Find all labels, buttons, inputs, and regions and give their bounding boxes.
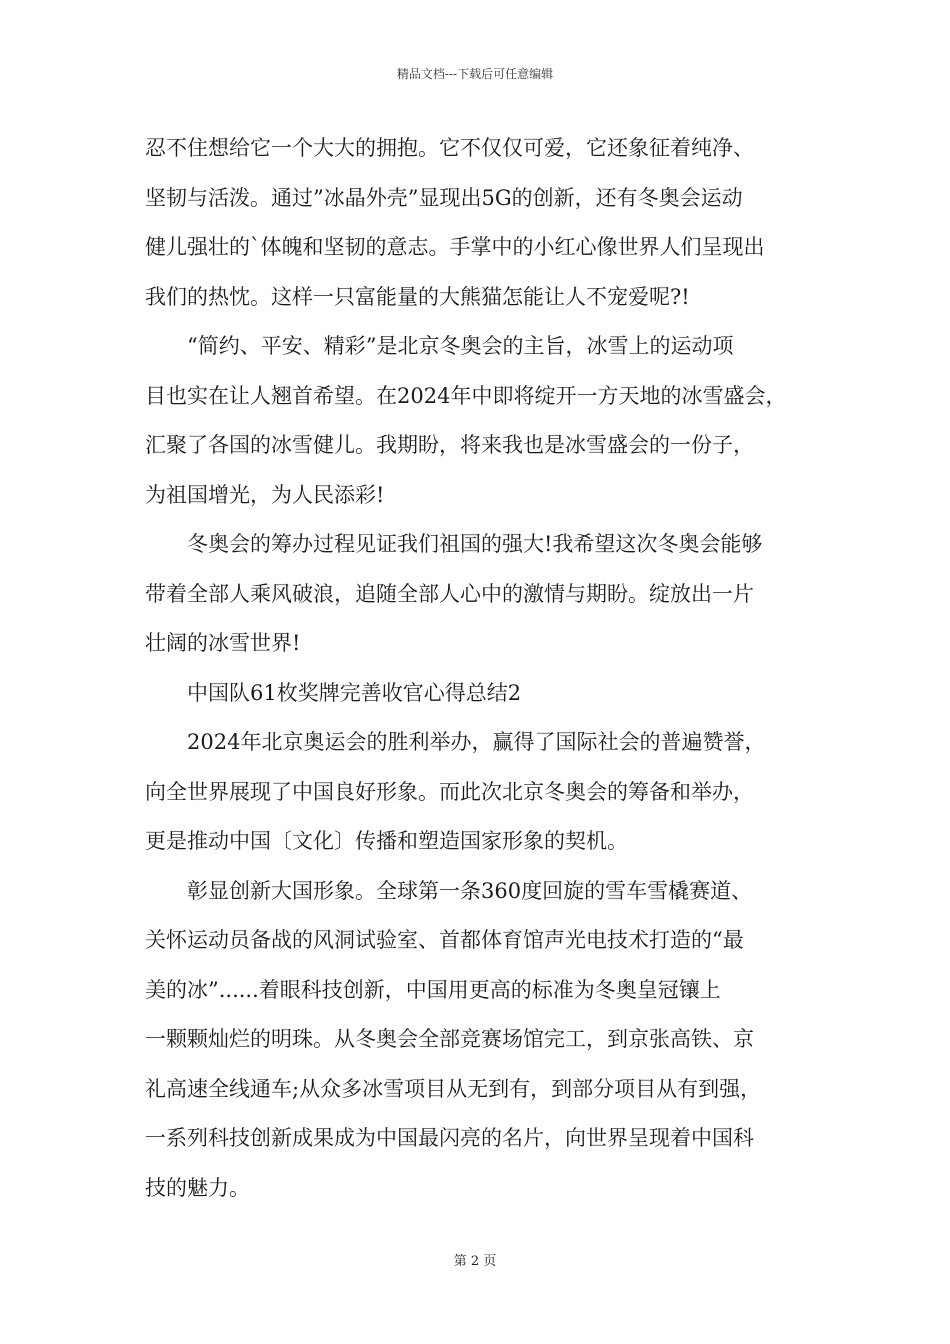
text-line: 忍不住想给它一个大大的拥抱。它不仅仅可爱，它还象征着纯净、 (145, 136, 754, 160)
text-line: 彰显创新大国形象。全球第一条360度回旋的雪车雪橇赛道、 (187, 878, 753, 903)
text-line: 一颗颗灿烂的明珠。从冬奥会全部竞赛场馆完工，到京张高铁、京 (145, 1027, 754, 1051)
page-number: 第 2 页 (453, 1254, 497, 1269)
section-heading: 中国队61枚奖牌完善收官心得总结2 (187, 680, 522, 705)
text-line: 目也实在让人翘首希望。在2024年中即将绽开一方天地的冰雪盛会， (145, 383, 787, 408)
text-line: 带着全部人乘风破浪，追随全部人心中的激情与期盼。绽放出一片 (145, 581, 754, 606)
text-line: 壮阔的冰雪世界! (145, 631, 301, 655)
text-line: 坚韧与活泼。通过”冰晶外壳”显现出5G的创新，还有冬奥会运动 (145, 185, 743, 210)
page-header: 精品文档---下载后可任意编辑 (396, 67, 554, 81)
text-line: 汇聚了各国的冰雪健儿。我期盼，将来我也是冰雪盛会的一份子， (145, 433, 754, 457)
text-line: 美的冰”......着眼科技创新，中国用更高的标准为冬奥皇冠镶上 (145, 977, 721, 1002)
text-line: 健儿强壮的`体魄和坚韧的意志。手掌中的小红心像世界人们呈现出 (145, 235, 765, 259)
text-line: “简约、平安、精彩”是北京冬奥会的主旨，冰雪上的运动项 (187, 334, 734, 358)
text-line: 更是推动中国〔文化〕传播和塑造国家形象的契机。 (145, 829, 628, 853)
text-line: 冬奥会的筹办过程见证我们祖国的强大!我希望这次冬奥会能够 (187, 532, 763, 556)
text-line: 技的魅力。 (145, 1175, 250, 1200)
text-line: 为祖国增光，为人民添彩! (145, 482, 385, 507)
document-body (145, 124, 813, 1213)
text-line: 我们的热忱。这样一只富能量的大熊猫怎能让人不宠爱呢?! (145, 284, 690, 309)
text-line: 关怀运动员备战的风洞试验室、首都体育馆声光电技术打造的“最 (145, 928, 744, 952)
text-line: 礼高速全线通车;从众多冰雪项目从无到有，到部分项目从有到强， (145, 1076, 762, 1101)
text-line: 2024年北京奥运会的胜利举办，赢得了国际社会的普遍赞誉， (187, 730, 766, 754)
text-line: 一系列科技创新成果成为中国最闪亮的名片，向世界呈现着中国科 (145, 1126, 754, 1150)
text-line: 向全世界展现了中国良好形象。而此次北京冬奥会的筹备和举办， (145, 779, 754, 804)
